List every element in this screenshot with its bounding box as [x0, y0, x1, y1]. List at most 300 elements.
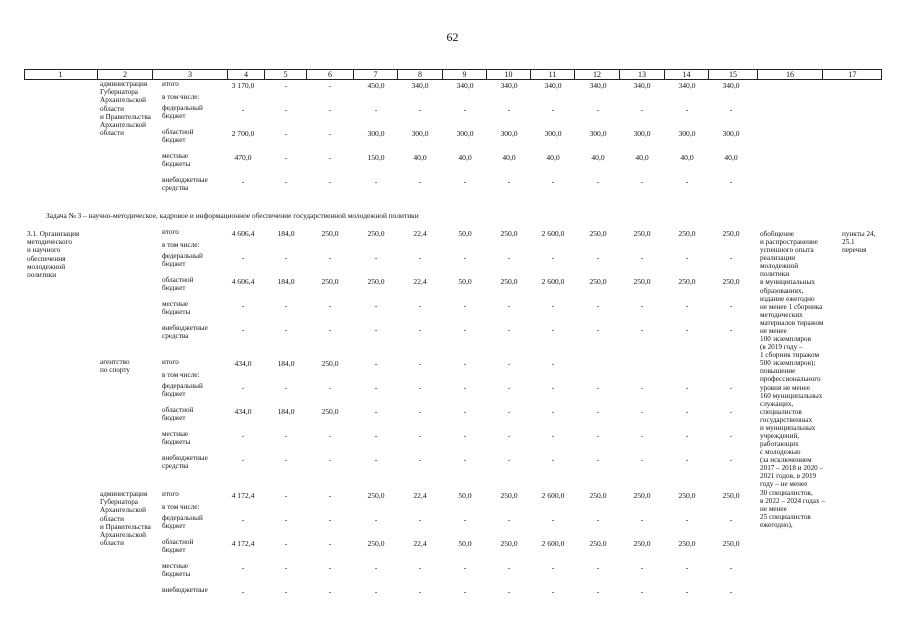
funding-value-cell: 184,0	[277, 229, 295, 238]
activity-name-line: 3.1. Организация	[27, 230, 80, 238]
expected-result-line: служащих,	[760, 399, 794, 408]
funding-source-label: местные	[162, 562, 189, 570]
funding-source-label: средства	[162, 184, 189, 193]
column-header-15: 15	[709, 70, 758, 79]
funding-value-cell: 340,0	[544, 81, 562, 90]
funding-value-cell: -	[418, 253, 422, 262]
funding-value-cell: -	[640, 455, 644, 464]
funding-value-cell: -	[328, 431, 332, 440]
executor-name-line: Губернатора	[100, 498, 138, 507]
funding-value-cell: -	[374, 325, 378, 334]
expected-result-line: 1 сборник тиражом	[760, 351, 820, 360]
funding-source-label: бюджет	[162, 546, 186, 555]
expected-result-line: (за исключением	[760, 456, 812, 465]
funding-value-cell: 340,0	[722, 81, 740, 90]
executor-name-line: по спорту	[100, 366, 131, 375]
funding-value-cell: -	[418, 383, 422, 392]
funding-value-cell: -	[685, 587, 689, 596]
funding-value-cell: -	[729, 105, 733, 114]
funding-value-cell: 40,0	[458, 153, 472, 162]
funding-value-cell: -	[374, 383, 378, 392]
expected-result-line: в муниципальных	[760, 278, 815, 287]
expected-result-line: издание ежегодно	[760, 294, 815, 303]
funding-value-cell: -	[284, 383, 288, 392]
funding-value-cell: -	[640, 105, 644, 114]
column-header-8: 8	[398, 70, 443, 79]
funding-value-cell: -	[596, 177, 600, 186]
funding-value-cell: 3 170,0	[231, 81, 255, 90]
funding-value-cell: -	[507, 431, 511, 440]
funding-value-cell: 250,0	[633, 491, 651, 500]
funding-source-label: областной	[162, 128, 194, 136]
funding-source-label: бюджет	[162, 112, 186, 121]
funding-value-cell: 150,0	[367, 153, 385, 162]
funding-value-cell: -	[463, 563, 467, 572]
funding-value-cell: -	[729, 587, 733, 596]
expected-result-line: обобщение	[760, 230, 795, 238]
funding-value-cell: -	[463, 301, 467, 310]
funding-source-label: бюджеты	[162, 570, 191, 579]
column-header-7: 7	[354, 70, 398, 79]
executor-name-line: агентство	[100, 358, 130, 366]
funding-value-cell: -	[551, 431, 555, 440]
funding-value-cell: -	[418, 177, 422, 186]
funding-value-cell: 2 600,0	[541, 229, 565, 238]
funding-value-cell: -	[374, 515, 378, 524]
funding-value-cell: 40,0	[502, 153, 516, 162]
funding-value-cell: 250,0	[589, 277, 607, 286]
funding-value-cell: -	[418, 587, 422, 596]
funding-value-cell: 40,0	[546, 153, 560, 162]
funding-value-cell: -	[418, 105, 422, 114]
expected-result-line: (в 2019 году –	[760, 343, 803, 352]
funding-value-cell: -	[640, 563, 644, 572]
funding-value-cell: -	[640, 325, 644, 334]
funding-value-cell: 300,0	[367, 129, 385, 138]
funding-value-cell: -	[551, 407, 555, 416]
funding-value-cell: -	[241, 515, 245, 524]
funding-value-cell: -	[685, 177, 689, 186]
funding-value-cell: -	[507, 455, 511, 464]
funding-value-cell: 250,0	[678, 539, 696, 548]
funding-source-label: бюджет	[162, 390, 186, 399]
expected-result-line: ежегодно),	[760, 520, 793, 529]
expected-result-line: 100 экземпляров	[760, 335, 811, 344]
funding-value-cell: -	[418, 431, 422, 440]
expected-result-line: не менее	[760, 504, 787, 513]
funding-value-cell: 2 600,0	[541, 539, 565, 548]
funding-value-cell: 250,0	[500, 491, 518, 500]
funding-source-label: внебюджетные	[162, 586, 208, 594]
funding-value-cell: -	[284, 587, 288, 596]
executor-name-line: Архангельской	[100, 531, 146, 539]
column-header-row	[24, 69, 882, 80]
funding-source-label: областной	[162, 406, 194, 414]
funding-value-cell: 50,0	[458, 277, 472, 286]
funding-value-cell: -	[729, 455, 733, 464]
funding-value-cell: -	[640, 301, 644, 310]
funding-value-cell: 250,0	[722, 229, 740, 238]
funding-value-cell: -	[507, 407, 511, 416]
funding-value-cell: 340,0	[589, 81, 607, 90]
funding-value-cell: -	[507, 359, 511, 368]
column-header-3: 3	[153, 70, 228, 79]
funding-value-cell: -	[596, 325, 600, 334]
funding-value-cell: -	[463, 359, 467, 368]
funding-value-cell: 250,0	[633, 229, 651, 238]
funding-value-cell: -	[284, 491, 288, 500]
funding-source-label: внебюджетные	[162, 324, 208, 332]
funding-value-cell: 22,4	[413, 277, 427, 286]
funding-value-cell: -	[374, 359, 378, 368]
column-header-14: 14	[665, 70, 709, 79]
funding-value-cell: -	[640, 383, 644, 392]
funding-value-cell: -	[374, 563, 378, 572]
funding-value-cell: -	[551, 253, 555, 262]
executor-name-line: Губернатора	[100, 88, 138, 97]
funding-value-cell: -	[463, 515, 467, 524]
funding-value-cell: 250,0	[367, 491, 385, 500]
expected-result-line: 2021 годов, в 2019	[760, 472, 817, 481]
expected-result-line: 25 специалистов	[760, 512, 811, 521]
funding-value-cell: 434,0	[234, 407, 252, 416]
column-header-17: 17	[848, 70, 857, 79]
activity-name-line: обеспечения	[27, 254, 66, 263]
funding-value-cell: -	[596, 515, 600, 524]
funding-value-cell: -	[418, 325, 422, 334]
funding-source-label: в том числе:	[162, 93, 200, 101]
funding-value-cell: 300,0	[544, 129, 562, 138]
funding-value-cell: -	[284, 81, 288, 90]
funding-value-cell: 50,0	[458, 229, 472, 238]
funding-source-label: бюджет	[162, 414, 186, 423]
executor-name-line: области	[100, 514, 125, 523]
funding-value-cell: -	[596, 587, 600, 596]
funding-value-cell: 2 600,0	[541, 491, 565, 500]
expected-result-line: с молодежью	[760, 448, 801, 457]
funding-source-label: итого	[162, 80, 179, 88]
funding-value-cell: 4 606,4	[231, 229, 255, 238]
funding-source-label: федеральный	[162, 104, 203, 112]
funding-value-cell: -	[284, 129, 288, 138]
funding-value-cell: -	[551, 177, 555, 186]
funding-value-cell: -	[507, 563, 511, 572]
funding-source-label: бюджеты	[162, 308, 191, 317]
funding-source-label: внебюджетные	[162, 454, 208, 462]
funding-source-label: в том числе:	[162, 371, 200, 379]
funding-source-label: федеральный	[162, 252, 203, 260]
funding-value-cell: -	[551, 563, 555, 572]
executor-name-line: и Правительства	[100, 112, 151, 121]
funding-value-cell: 250,0	[589, 229, 607, 238]
funding-value-cell: -	[463, 325, 467, 334]
funding-value-cell: -	[640, 407, 644, 416]
funding-value-cell: -	[596, 455, 600, 464]
funding-value-cell: -	[729, 383, 733, 392]
funding-source-label: местные	[162, 152, 189, 160]
funding-value-cell: -	[241, 105, 245, 114]
funding-value-cell: -	[328, 455, 332, 464]
expected-result-line: 500 экземпляров);	[760, 359, 816, 368]
executor-name-line: Архангельской	[100, 121, 146, 129]
funding-value-cell: -	[507, 301, 511, 310]
funding-value-cell: 250,0	[367, 277, 385, 286]
funding-value-cell: -	[418, 407, 422, 416]
expected-result-line: 2017 – 2018 и 2020 –	[760, 464, 824, 473]
funding-value-cell: -	[284, 105, 288, 114]
funding-value-cell: 250,0	[678, 277, 696, 286]
column-header-9: 9	[443, 70, 487, 79]
funding-value-cell: -	[241, 431, 245, 440]
funding-value-cell: 40,0	[680, 153, 694, 162]
funding-value-cell: -	[596, 563, 600, 572]
expected-result-line: не менее 1 сборника	[760, 302, 823, 311]
funding-value-cell: 40,0	[591, 153, 605, 162]
funding-value-cell: 250,0	[500, 229, 518, 238]
funding-value-cell: -	[463, 587, 467, 596]
funding-value-cell: -	[551, 383, 555, 392]
column-header-2: 2	[98, 70, 153, 79]
funding-value-cell: 300,0	[722, 129, 740, 138]
funding-value-cell: -	[507, 253, 511, 262]
funding-value-cell: -	[596, 253, 600, 262]
funding-value-cell: -	[596, 431, 600, 440]
expected-result-line: повышение	[760, 367, 796, 376]
expected-result-line: работающих	[760, 440, 799, 449]
funding-value-cell: 50,0	[458, 539, 472, 548]
funding-value-cell: -	[685, 455, 689, 464]
funding-source-label: местные	[162, 300, 189, 308]
column-header-6: 6	[307, 70, 354, 79]
funding-source-label: бюджет	[162, 284, 186, 293]
funding-value-cell: -	[328, 587, 332, 596]
funding-value-cell: 340,0	[411, 81, 429, 90]
funding-value-cell: -	[284, 301, 288, 310]
funding-value-cell: -	[685, 383, 689, 392]
funding-value-cell: 184,0	[277, 277, 295, 286]
funding-value-cell: 184,0	[277, 359, 295, 368]
funding-value-cell: -	[507, 515, 511, 524]
funding-value-cell: 40,0	[413, 153, 427, 162]
funding-value-cell: 2 600,0	[541, 277, 565, 286]
expected-result-line: не менее	[760, 326, 787, 335]
column-header-1: 1	[24, 70, 98, 79]
funding-value-cell: -	[374, 407, 378, 416]
funding-value-cell: -	[551, 325, 555, 334]
funding-source-label: итого	[162, 358, 179, 366]
funding-value-cell: 250,0	[500, 539, 518, 548]
column-header-5: 5	[265, 70, 307, 79]
funding-source-label: в том числе:	[162, 503, 200, 511]
funding-source-label: средства	[162, 332, 189, 341]
funding-value-cell: -	[374, 253, 378, 262]
expected-result-line: и распространение	[760, 238, 818, 247]
funding-source-label: итого	[162, 228, 179, 236]
funding-source-label: в том числе:	[162, 241, 200, 249]
funding-value-cell: 22,4	[413, 491, 427, 500]
funding-value-cell: -	[328, 491, 332, 500]
funding-value-cell: -	[328, 153, 332, 162]
funding-value-cell: -	[729, 563, 733, 572]
funding-value-cell: -	[418, 359, 422, 368]
funding-value-cell: 22,4	[413, 229, 427, 238]
funding-value-cell: -	[374, 587, 378, 596]
activity-name-line: методического	[27, 238, 72, 247]
funding-value-cell: -	[374, 177, 378, 186]
funding-value-cell: -	[241, 253, 245, 262]
funding-source-label: федеральный	[162, 382, 203, 390]
funding-value-cell: 450,0	[367, 81, 385, 90]
funding-value-cell: -	[685, 515, 689, 524]
column-header-11: 11	[531, 70, 575, 79]
funding-value-cell: -	[328, 383, 332, 392]
funding-value-cell: -	[418, 455, 422, 464]
funding-value-cell: -	[328, 129, 332, 138]
funding-value-cell: 250,0	[321, 277, 339, 286]
funding-value-cell: -	[328, 177, 332, 186]
funding-value-cell: -	[507, 587, 511, 596]
column-header-16: 16	[758, 70, 823, 79]
funding-value-cell: -	[463, 383, 467, 392]
funding-source-label: средства	[162, 462, 189, 471]
funding-value-cell: -	[507, 105, 511, 114]
funding-value-cell: 250,0	[589, 539, 607, 548]
funding-value-cell: -	[241, 383, 245, 392]
funding-value-cell: -	[328, 325, 332, 334]
activity-name-line: и научного	[27, 246, 61, 255]
funding-value-cell: 250,0	[678, 229, 696, 238]
expected-result-line: учреждений,	[760, 432, 800, 440]
expected-result-line: политики	[760, 270, 790, 279]
funding-value-cell: -	[328, 81, 332, 90]
executor-name-line: Архангельской	[100, 506, 146, 515]
funding-value-cell: -	[596, 105, 600, 114]
funding-value-cell: -	[640, 587, 644, 596]
executor-name-line: администрация	[100, 490, 148, 498]
funding-value-cell: -	[328, 253, 332, 262]
funding-value-cell: 250,0	[722, 491, 740, 500]
funding-value-cell: 250,0	[589, 491, 607, 500]
funding-source-label: областной	[162, 276, 194, 284]
funding-value-cell: 4 172,4	[231, 491, 255, 500]
funding-value-cell: -	[284, 325, 288, 334]
executor-name-line: Архангельской	[100, 96, 146, 105]
funding-value-cell: 250,0	[367, 539, 385, 548]
funding-value-cell: -	[551, 455, 555, 464]
funding-value-cell: -	[685, 105, 689, 114]
funding-value-cell: -	[685, 563, 689, 572]
funding-value-cell: 250,0	[633, 539, 651, 548]
funding-value-cell: -	[729, 177, 733, 186]
expected-result-line: образованиях,	[760, 286, 804, 295]
expected-result-line: успешного опыта	[760, 246, 814, 255]
executor-name-line: области	[100, 539, 125, 548]
funding-value-cell: -	[328, 539, 332, 548]
reference-line: 25.1	[842, 238, 855, 247]
funding-value-cell: -	[507, 325, 511, 334]
funding-value-cell: -	[551, 359, 555, 368]
funding-value-cell: 340,0	[678, 81, 696, 90]
expected-result-line: государственных	[760, 415, 813, 424]
funding-source-label: местные	[162, 430, 189, 438]
funding-value-cell: -	[685, 407, 689, 416]
expected-result-line: уровня не менее	[760, 383, 810, 392]
funding-value-cell: 300,0	[500, 129, 518, 138]
funding-value-cell: -	[284, 539, 288, 548]
expected-result-line: году – не менее	[760, 480, 808, 489]
funding-value-cell: 300,0	[589, 129, 607, 138]
funding-value-cell: 250,0	[321, 229, 339, 238]
funding-value-cell: -	[685, 431, 689, 440]
funding-value-cell: -	[596, 407, 600, 416]
funding-value-cell: 470,0	[234, 153, 252, 162]
funding-value-cell: -	[463, 431, 467, 440]
funding-source-label: бюджеты	[162, 160, 191, 169]
funding-value-cell: -	[596, 383, 600, 392]
activity-name-line: политики	[27, 271, 57, 279]
expected-result-line: 160 муниципальных	[760, 391, 823, 400]
funding-value-cell: 250,0	[722, 277, 740, 286]
funding-value-cell: -	[640, 253, 644, 262]
funding-value-cell: -	[463, 455, 467, 464]
expected-result-line: и муниципальных	[760, 423, 816, 432]
funding-value-cell: 184,0	[277, 407, 295, 416]
funding-value-cell: -	[418, 563, 422, 572]
reference-line: перечня	[842, 246, 867, 255]
funding-value-cell: -	[328, 105, 332, 114]
funding-source-label: бюджеты	[162, 438, 191, 447]
funding-value-cell: 4 172,4	[231, 539, 255, 548]
activity-name-line: молодежной	[27, 262, 66, 271]
expected-result-line: в 2022 – 2024 годах –	[760, 496, 825, 505]
funding-value-cell: -	[685, 325, 689, 334]
funding-value-cell: 250,0	[367, 229, 385, 238]
funding-value-cell: -	[551, 515, 555, 524]
funding-value-cell: -	[729, 515, 733, 524]
funding-source-label: итого	[162, 490, 179, 498]
funding-value-cell: 40,0	[724, 153, 738, 162]
column-header-12: 12	[575, 70, 620, 79]
funding-value-cell: 340,0	[633, 81, 651, 90]
funding-value-cell: 300,0	[411, 129, 429, 138]
executor-name-line: области	[100, 129, 125, 138]
funding-value-cell: -	[463, 407, 467, 416]
funding-value-cell: -	[551, 105, 555, 114]
expected-result-line: молодежной	[760, 262, 799, 271]
funding-value-cell: -	[507, 383, 511, 392]
funding-value-cell: 250,0	[500, 277, 518, 286]
funding-source-label: внебюджетные	[162, 176, 208, 184]
funding-value-cell: -	[685, 253, 689, 262]
funding-value-cell: -	[418, 515, 422, 524]
funding-value-cell: -	[374, 301, 378, 310]
column-header-13: 13	[620, 70, 665, 79]
funding-value-cell: -	[729, 431, 733, 440]
page-number: 62	[446, 30, 459, 44]
funding-value-cell: -	[729, 325, 733, 334]
expected-result-line: 30 специалистов,	[760, 488, 813, 497]
funding-value-cell: -	[374, 431, 378, 440]
funding-value-cell: 4 606,4	[231, 277, 255, 286]
funding-value-cell: -	[507, 177, 511, 186]
funding-value-cell: -	[284, 515, 288, 524]
funding-value-cell: -	[463, 105, 467, 114]
funding-source-label: бюджет	[162, 136, 186, 145]
funding-value-cell: -	[640, 515, 644, 524]
funding-value-cell: 340,0	[456, 81, 474, 90]
column-header-10: 10	[487, 70, 531, 79]
column-header-4: 4	[228, 70, 265, 79]
